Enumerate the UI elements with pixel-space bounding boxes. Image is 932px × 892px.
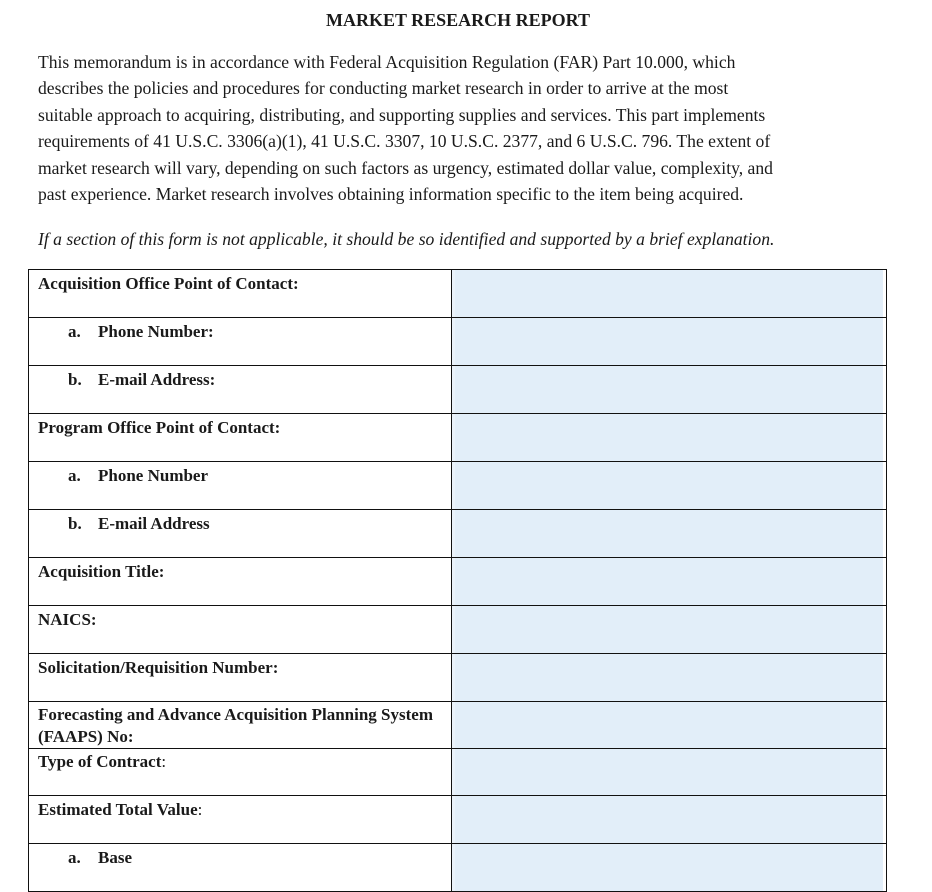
page-title: MARKET RESEARCH REPORT — [325, 10, 591, 30]
field-label-faaps-number — [29, 702, 452, 749]
input-faaps-number[interactable] — [452, 702, 887, 749]
field-label-program-office-poc — [29, 414, 452, 462]
field-label-acquisition-phone — [29, 318, 452, 366]
table-row — [29, 749, 887, 796]
field-label-acquisition-office-poc — [29, 270, 452, 318]
list-marker: b. — [68, 514, 82, 533]
input-acquisition-office-poc[interactable] — [452, 270, 887, 318]
field-label-acquisition-email — [29, 366, 452, 414]
list-marker: a. — [68, 322, 81, 341]
table-row — [29, 654, 887, 702]
intro-line: describes the policies and procedures for conducting market research in order to arrive at the most — [38, 78, 729, 99]
label-colon: : — [197, 800, 203, 819]
label-text: Phone Number — [98, 466, 209, 485]
table-row — [29, 318, 887, 366]
field-label-type-of-contract — [29, 749, 452, 796]
field-label-solicitation-number — [29, 654, 452, 702]
input-program-phone[interactable] — [452, 462, 887, 510]
label-text: NAICS: — [38, 610, 97, 629]
table-row — [29, 606, 887, 654]
input-naics[interactable] — [452, 606, 887, 654]
label-text: Acquisition Title: — [38, 562, 165, 581]
intro-paragraph — [38, 49, 898, 207]
input-acquisition-email[interactable] — [452, 366, 887, 414]
field-label-estimated-total-value — [29, 796, 452, 844]
intro-line: suitable approach to acquiring, distributing, and supporting supplies and services. This part implements — [38, 104, 766, 125]
field-label-program-email — [29, 510, 452, 558]
table-row — [29, 558, 887, 606]
contact-info-table — [28, 269, 887, 892]
field-label-program-phone — [29, 462, 452, 510]
label-colon: : — [161, 752, 167, 771]
table-row — [29, 702, 887, 749]
input-type-of-contract[interactable] — [452, 749, 887, 796]
label-text: Base — [98, 848, 132, 867]
input-base[interactable] — [452, 844, 887, 892]
intro-line: requirements of 41 U.S.C. 3306(a)(1), 41 U.S.C. 3307, 10 U.S.C. 2377, and 6 U.S.C. 796. The extent of — [38, 131, 771, 152]
input-estimated-total-value[interactable] — [452, 796, 887, 844]
input-acquisition-phone[interactable] — [452, 318, 887, 366]
label-text: E-mail Address: — [98, 370, 216, 389]
table-row — [29, 414, 887, 462]
input-program-email[interactable] — [452, 510, 887, 558]
table-row — [29, 270, 887, 318]
input-program-office-poc[interactable] — [452, 414, 887, 462]
label-text: E-mail Address — [98, 514, 210, 533]
field-label-base — [29, 844, 452, 892]
instruction-note: If a section of this form is not applicable, it should be so identified and supported by a brief explanation. — [38, 229, 775, 249]
table-row — [29, 796, 887, 844]
intro-line: This memorandum is in accordance with Federal Acquisition Regulation (FAR) Part 10.000, which — [38, 52, 736, 72]
input-solicitation-number[interactable] — [452, 654, 887, 702]
table-row — [29, 462, 887, 510]
label-text: Estimated Total Value — [38, 800, 198, 819]
list-marker: a. — [68, 466, 81, 485]
table-row — [29, 366, 887, 414]
field-label-naics — [29, 606, 452, 654]
table-row — [29, 844, 887, 892]
list-marker: b. — [68, 370, 82, 389]
intro-line: market research will vary, depending on such factors as urgency, estimated dollar value, complexity, and — [38, 157, 773, 178]
label-text: Acquisition Office Point of Contact: — [38, 274, 299, 293]
field-label-acquisition-title — [29, 558, 452, 606]
input-acquisition-title[interactable] — [452, 558, 887, 606]
intro-line: past experience. Market research involves obtaining information specific to the item being acquired. — [38, 184, 744, 205]
label-text: Solicitation/Requisition Number: — [38, 658, 279, 677]
label-text: Type of Contract — [38, 752, 162, 771]
label-text: Program Office Point of Contact: — [38, 418, 281, 437]
table-row — [29, 510, 887, 558]
label-text: Forecasting and Advance Acquisition Planning System (FAAPS) No: — [38, 705, 433, 746]
list-marker: a. — [68, 848, 81, 867]
label-text: Phone Number: — [98, 322, 214, 341]
